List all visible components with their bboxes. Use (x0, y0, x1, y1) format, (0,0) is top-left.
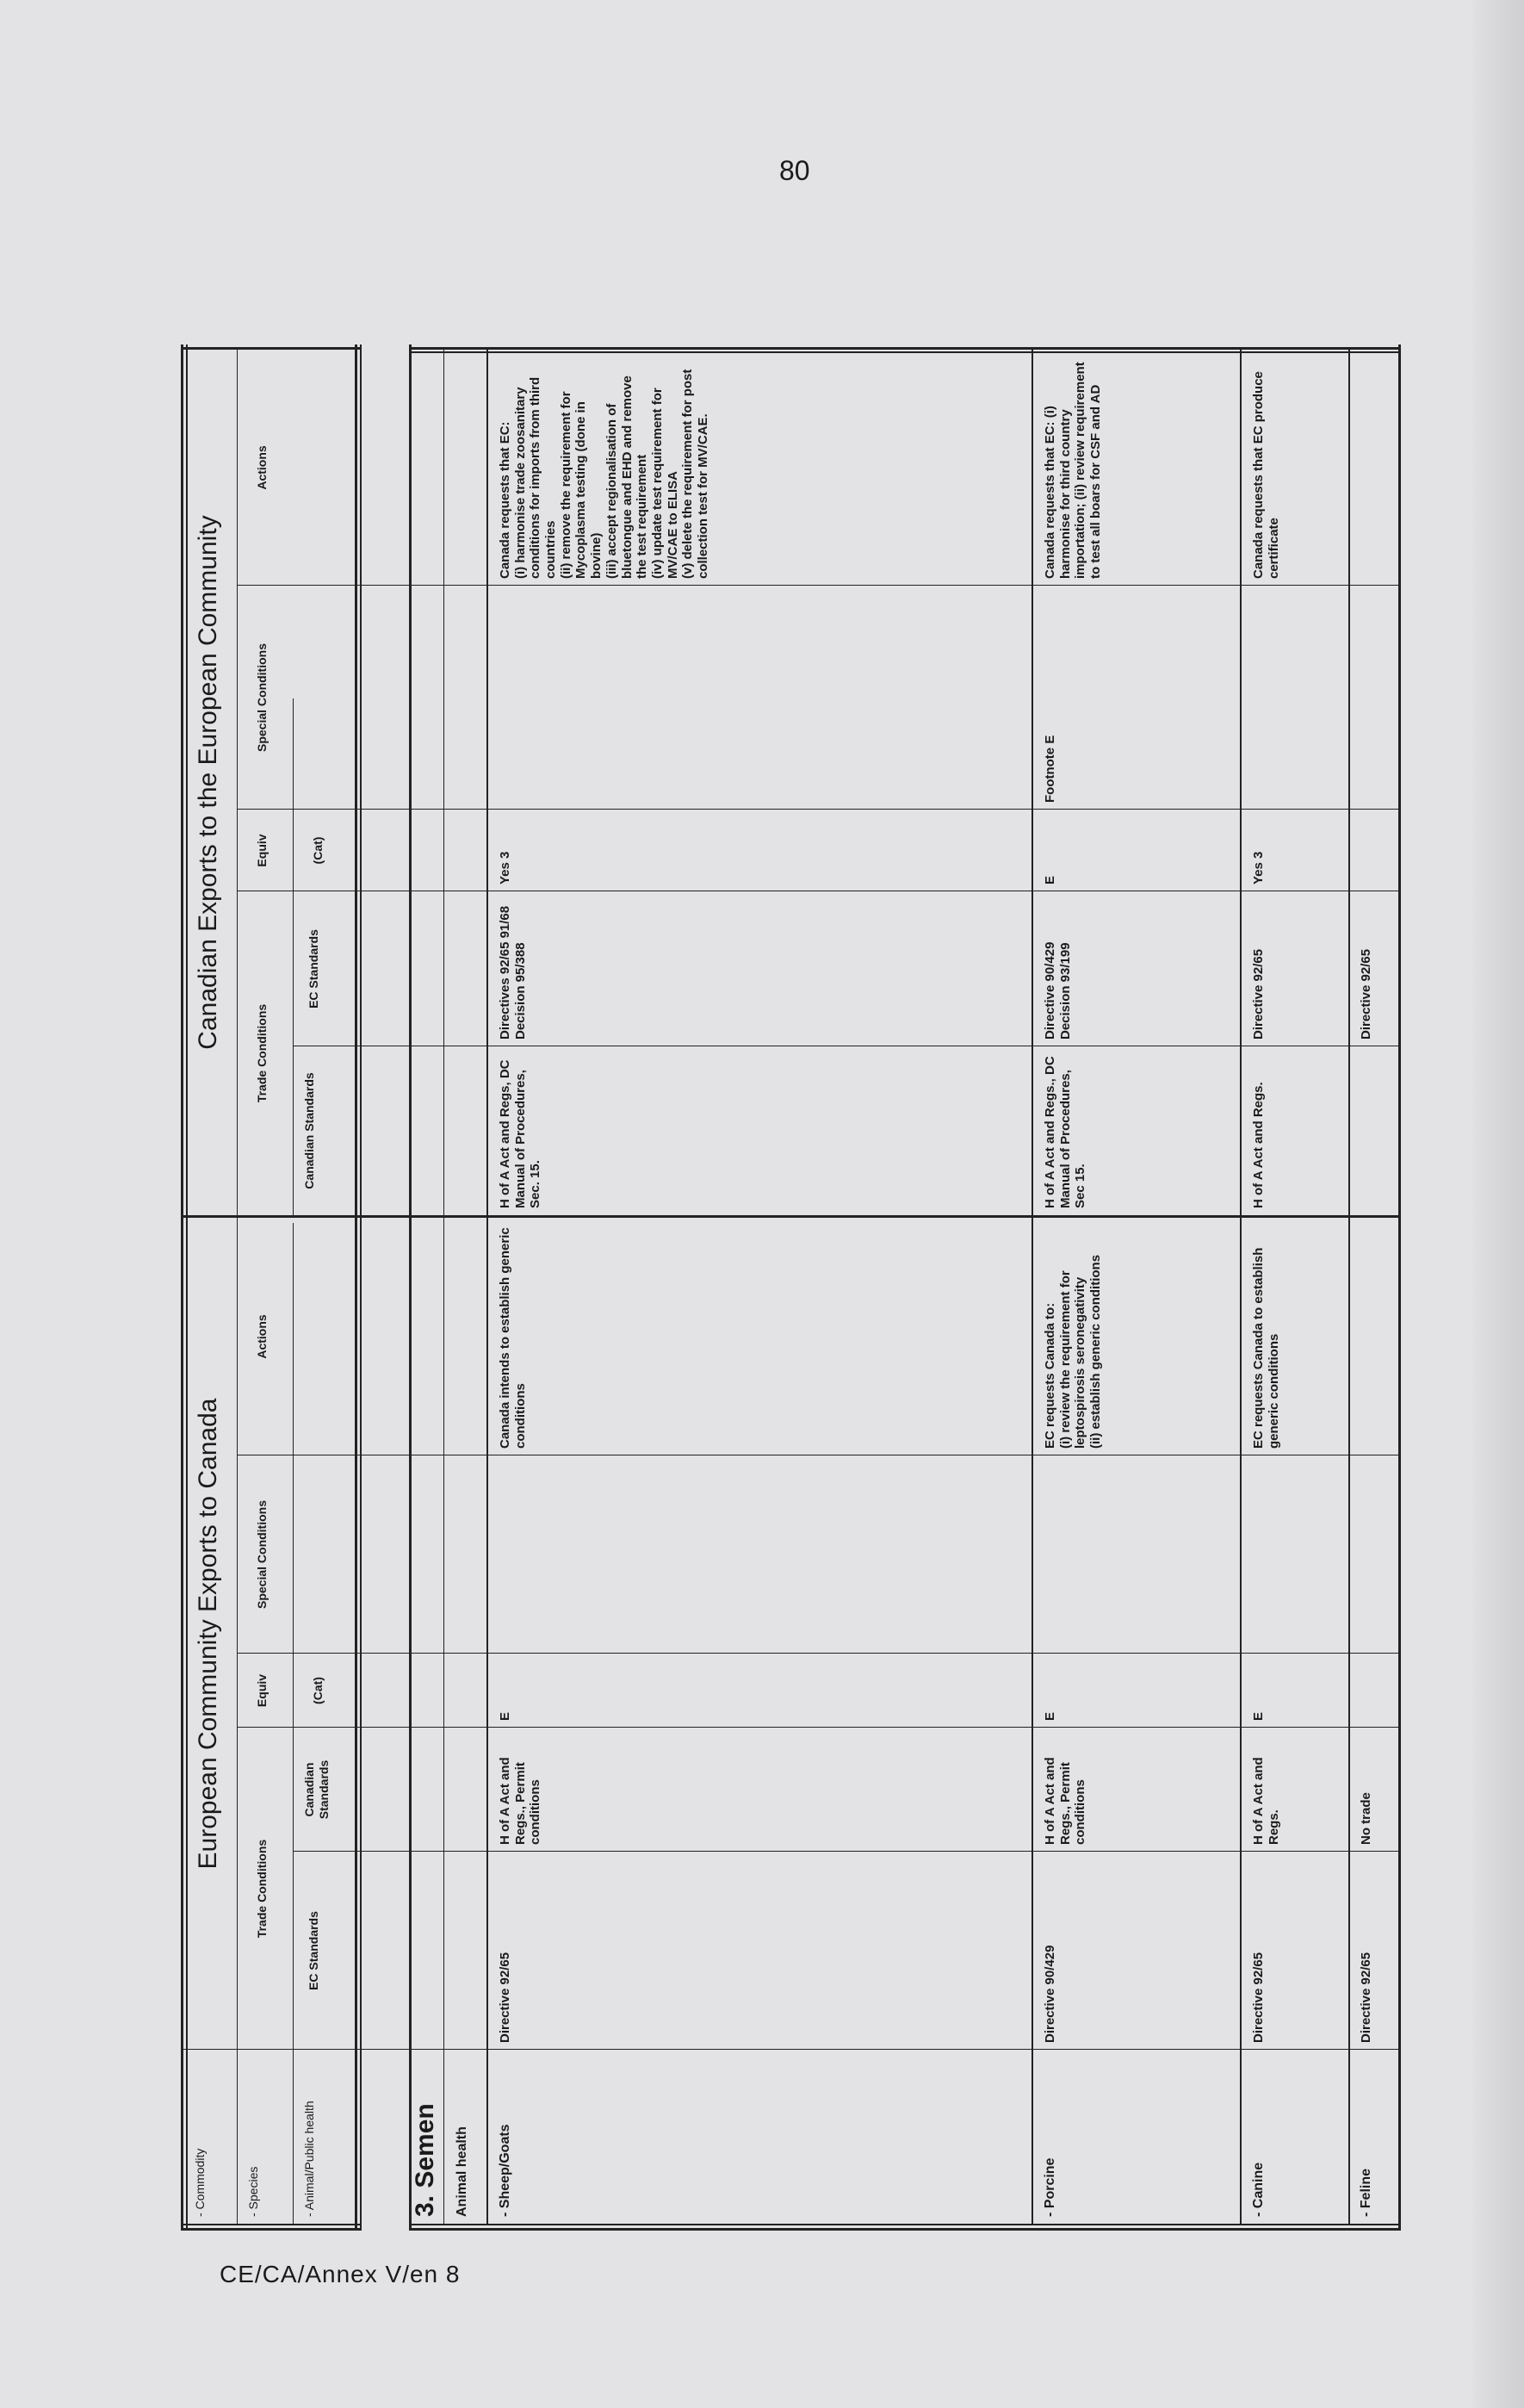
ec-canadian-standards-cell: H of A Act and Regs., Permit conditions (1043, 1757, 1088, 1845)
ec-canadian-standards-cell: H of A Act and Regs., Permit conditions (498, 1757, 543, 1845)
ec-actions-cell (1354, 1218, 1388, 1455)
ca-canadian-standards-cell: H of A Act and Regs, DC Manual of Procedures, Sec. 15. (498, 1059, 543, 1208)
ca-exports-title: Canadian Exports to the European Community (194, 515, 222, 1050)
ec-actions-cell: EC requests Canada to: (i) review the requirement for leptospirosis seronegativity (ii) establish generic conditions (1043, 1254, 1104, 1449)
header-animal-public-health: - Animal/Public health (302, 2101, 316, 2217)
ec-actions-cell: EC requests Canada to establish generic conditions (1251, 1247, 1281, 1449)
ec-special-cell (1246, 1455, 1280, 1654)
footer-reference: CE/CA/Annex V/en 8 (220, 2261, 461, 2287)
species-cell: - Canine (1251, 2162, 1266, 2217)
rotated-table-block (181, 344, 1403, 2231)
ec-ec-standards-cell: Directive 90/429 (1043, 1945, 1057, 2043)
ca-equiv-cell: Yes 3 (1251, 851, 1266, 884)
ec-special-cell (1354, 1455, 1388, 1654)
ec-canadian-standards-cell: H of A Act and Regs. (1251, 1757, 1281, 1845)
ec-equiv-header: Equiv (255, 1673, 269, 1708)
ca-actions-cell: Canada requests that EC: (i) harmonise for third country importation; (ii) review requirement to test all boars for CSF and AD (1043, 362, 1104, 579)
ca-ec-standards-header: EC Standards (307, 929, 320, 1009)
ca-canadian-standards-cell (1354, 1046, 1388, 1215)
ca-special-conditions-header: Special Conditions (255, 643, 269, 753)
ca-special-cell (493, 586, 527, 810)
ec-actions-header: Actions (255, 1314, 269, 1359)
ec-equiv-cell: E (1043, 1711, 1057, 1721)
species-cell: - Feline (1359, 2168, 1373, 2217)
ca-cat-header: (Cat) (311, 836, 325, 865)
ca-equiv-cell: Yes 3 (498, 851, 512, 884)
ca-special-cell: Footnote E (1043, 735, 1057, 803)
ca-actions-header: Actions (255, 445, 269, 490)
ec-canadian-standards-header: Canadian Standards (302, 1759, 331, 1820)
trade-conditions-table (181, 344, 1403, 2231)
ec-special-cell (493, 1455, 527, 1654)
ec-cat-header: (Cat) (311, 1677, 325, 1704)
page-edge-shadow (1472, 0, 1524, 2408)
ca-equiv-header: Equiv (255, 834, 269, 867)
ca-ec-standards-cell: Directives 92/65 91/68 Decision 95/388 (498, 905, 528, 1040)
header-species: - Species (246, 2166, 260, 2217)
species-cell: - Porcine (1043, 2157, 1057, 2217)
ec-actions-cell: Canada intends to establish generic conditions (498, 1227, 528, 1449)
ca-canadian-standards-header: Canadian Standards (302, 1072, 316, 1189)
section-title: 3. Semen (411, 2103, 439, 2217)
ec-exports-title: European Community Exports to Canada (194, 1398, 222, 1870)
ca-ec-standards-cell: Directive 92/65 (1251, 948, 1266, 1040)
ca-ec-standards-cell: Directive 90/429 Decision 93/199 (1043, 941, 1073, 1040)
ec-equiv-cell: E (498, 1711, 512, 1721)
ca-equiv-cell: E (1043, 875, 1057, 884)
ca-canadian-standards-cell: H of A Act and Regs., DC Manual of Procedures, Sec 15. (1043, 1056, 1088, 1208)
ec-ec-standards-cell: Directive 92/65 (1251, 1952, 1266, 2043)
ec-equiv-cell: E (1251, 1711, 1266, 1721)
ca-actions-cell: Canada requests that EC produce certificate (1251, 371, 1281, 579)
ec-ec-standards-header: EC Standards (307, 1911, 320, 1990)
ca-canadian-standards-cell: H of A Act and Regs. (1251, 1082, 1266, 1208)
ca-special-cell (1354, 586, 1388, 810)
ec-trade-conditions-header: Trade Conditions (255, 1839, 269, 1939)
header-commodity: - Commodity (193, 2148, 207, 2217)
ec-ec-standards-cell: Directive 92/65 (498, 1952, 512, 2043)
ca-special-cell (1246, 586, 1280, 810)
ca-equiv-cell (1354, 810, 1388, 891)
ec-equiv-cell (1354, 1654, 1388, 1728)
ca-trade-conditions-header: Trade Conditions (255, 1003, 269, 1103)
page-number: 80 (779, 155, 810, 186)
section-subtitle: Animal health (455, 2126, 469, 2217)
ca-actions-cell: Canada requests that EC: (i) harmonise trade zoosanitary conditions for imports from third countries (ii) remove the requirement for Mycoplasma testing (done in bovine) (iii) accept regionalisation of bluetongue and EHD and remove the test requirement (iv) update test requirement for MV/CAE to ELISA (v) delete the requirement for post collection test for MV/CAE. (498, 369, 710, 579)
ca-actions-cell (1354, 351, 1388, 586)
ec-ec-standards-cell: Directive 92/65 (1359, 1952, 1373, 2043)
ca-ec-standards-cell: Directive 92/65 (1359, 948, 1373, 1040)
ec-special-cell (1038, 1455, 1072, 1654)
ec-special-conditions-header: Special Conditions (255, 1500, 269, 1610)
species-cell: - Sheep/Goats (498, 2124, 512, 2217)
ec-canadian-standards-cell: No trade (1359, 1792, 1373, 1845)
